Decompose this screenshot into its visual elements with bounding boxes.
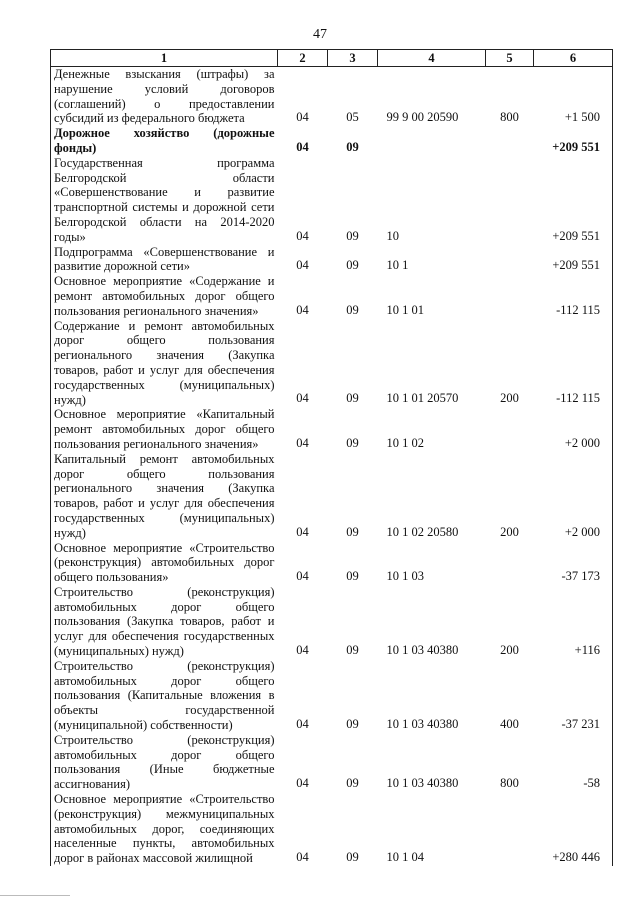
subsection-code: 09 xyxy=(346,258,359,273)
subsection-code: 05 xyxy=(346,110,359,125)
target-article-code: 10 1 xyxy=(386,258,409,273)
table-row xyxy=(51,585,613,659)
section-code: 04 xyxy=(296,716,309,731)
table-row xyxy=(51,67,613,127)
header-cell-6: 6 xyxy=(534,50,613,67)
target-article-code: 10 1 02 xyxy=(386,435,424,450)
section-code: 04 xyxy=(296,776,309,791)
expense-type-code xyxy=(486,126,534,156)
row-description: Основное мероприятие «Строительство (реконструкция) межмуниципальных автомобильных дорог, соединяющих населенные пункты, автомобильных дорог в районах массовой жилищной xyxy=(51,792,278,866)
table-row xyxy=(51,156,613,245)
section-code: 04 xyxy=(296,642,309,657)
expense-type-code xyxy=(486,792,534,866)
section-code: 04 xyxy=(296,139,309,154)
section-code: 04 xyxy=(296,228,309,243)
section-code: 04 xyxy=(296,110,309,125)
subsection-code: 09 xyxy=(346,139,359,154)
table-row xyxy=(51,541,613,585)
expense-type-code: 800 xyxy=(500,776,519,791)
page-edge-mark xyxy=(0,895,70,896)
expense-type-code: 200 xyxy=(500,642,519,657)
amount-change: -58 xyxy=(534,733,613,792)
section-code: 04 xyxy=(296,391,309,406)
row-description: Строительство (реконструкция) автомобильных дорог общего пользования (Закупка товаров, работ и услуг для обеспечения государственных (муниципальных) нужд) xyxy=(51,585,278,659)
expense-type-code: 400 xyxy=(500,716,519,731)
table-row xyxy=(51,274,613,318)
header-cell-4: 4 xyxy=(378,50,486,67)
subsection-code: 09 xyxy=(346,228,359,243)
amount-change: +1 500 xyxy=(534,67,613,127)
header-cell-5: 5 xyxy=(486,50,534,67)
table-row xyxy=(51,245,613,275)
target-article-code: 10 1 03 40380 xyxy=(386,642,459,657)
target-article-code: 99 9 00 20590 xyxy=(386,110,459,125)
amount-change: +2 000 xyxy=(534,407,613,451)
expense-type-code xyxy=(486,156,534,245)
table-row xyxy=(51,733,613,792)
row-description: Строительство (реконструкция) автомобильных дорог общего пользования (Капитальные вложения в объекты государственной (муниципальной) собственности) xyxy=(51,659,278,733)
amount-change: +209 551 xyxy=(534,126,613,156)
row-description: Подпрограмма «Совершенствование и развитие дорожной сети» xyxy=(51,245,278,275)
expense-type-code: 800 xyxy=(500,110,519,125)
table-row xyxy=(51,126,613,156)
target-article-code: 10 1 04 xyxy=(386,850,424,865)
amount-change: +116 xyxy=(534,585,613,659)
expense-type-code: 200 xyxy=(500,391,519,406)
section-code: 04 xyxy=(296,302,309,317)
table-row xyxy=(51,659,613,733)
amount-change: -112 115 xyxy=(534,274,613,318)
expense-type-code: 200 xyxy=(500,524,519,539)
subsection-code: 09 xyxy=(346,391,359,406)
target-article-code: 10 1 03 40380 xyxy=(386,716,459,731)
subsection-code: 09 xyxy=(346,435,359,450)
amount-change: +209 551 xyxy=(534,156,613,245)
expense-type-code xyxy=(486,274,534,318)
amount-change: -112 115 xyxy=(534,319,613,408)
table-row xyxy=(51,319,613,408)
section-code: 04 xyxy=(296,435,309,450)
subsection-code: 09 xyxy=(346,850,359,865)
section-code: 04 xyxy=(296,524,309,539)
section-code: 04 xyxy=(296,568,309,583)
subsection-code: 09 xyxy=(346,524,359,539)
target-article-code: 10 xyxy=(386,228,399,243)
target-article-code: 10 1 03 xyxy=(386,568,424,583)
row-description: Строительство (реконструкция) автомобильных дорог общего пользования (Иные бюджетные ассигнования) xyxy=(51,733,278,792)
row-description: Содержание и ремонт автомобильных дорог общего пользования регионального значения (Закупка товаров, работ и услуг для обеспечения государственных (муниципальных) нужд) xyxy=(51,319,278,408)
subsection-code: 09 xyxy=(346,776,359,791)
target-article-code: 10 1 01 20570 xyxy=(386,391,459,406)
page-number: 47 xyxy=(313,27,327,42)
header-row xyxy=(51,50,613,67)
section-code: 04 xyxy=(296,258,309,273)
amount-change: +280 446 xyxy=(534,792,613,866)
target-article-code: 10 1 02 20580 xyxy=(386,524,459,539)
row-description: Основное мероприятие «Капитальный ремонт автомобильных дорог общего пользования регионального значения» xyxy=(51,407,278,451)
subsection-code: 09 xyxy=(346,716,359,731)
target-article-code: 10 1 03 40380 xyxy=(386,776,459,791)
subsection-code: 09 xyxy=(346,642,359,657)
header-cell-3: 3 xyxy=(328,50,378,67)
expense-type-code xyxy=(486,541,534,585)
table-row xyxy=(51,792,613,866)
row-description: Дорожное хозяйство (дорожные фонды) xyxy=(51,126,278,156)
target-article-code: 10 1 01 xyxy=(386,302,424,317)
row-description: Капитальный ремонт автомобильных дорог общего пользования регионального значения (Закупка товаров, работ и услуг для обеспечения государственных (муниципальных) нужд) xyxy=(51,452,278,541)
row-description: Государственная программа Белгородской области «Совершенствование и развитие транспортной системы и дорожной сети Белгородской области на 2014-2020 годы» xyxy=(51,156,278,245)
subsection-code: 09 xyxy=(346,568,359,583)
row-description: Основное мероприятие «Строительство (реконструкция) автомобильных дорог общего пользования» xyxy=(51,541,278,585)
table-row xyxy=(51,407,613,451)
header-cell-2: 2 xyxy=(278,50,328,67)
amount-change: -37 173 xyxy=(534,541,613,585)
expense-type-code xyxy=(486,245,534,275)
amount-change: +2 000 xyxy=(534,452,613,541)
budget-table xyxy=(50,49,613,866)
expense-type-code xyxy=(486,407,534,451)
amount-change: +209 551 xyxy=(534,245,613,275)
amount-change: -37 231 xyxy=(534,659,613,733)
subsection-code: 09 xyxy=(346,302,359,317)
row-description: Денежные взыскания (штрафы) за нарушение условий договоров (соглашений) о предоставлении субсидий из федерального бюджета xyxy=(51,67,278,127)
table-row xyxy=(51,452,613,541)
row-description: Основное мероприятие «Содержание и ремонт автомобильных дорог общего пользования регионального значения» xyxy=(51,274,278,318)
target-article-code xyxy=(378,126,486,156)
header-cell-1: 1 xyxy=(51,50,278,67)
section-code: 04 xyxy=(296,850,309,865)
